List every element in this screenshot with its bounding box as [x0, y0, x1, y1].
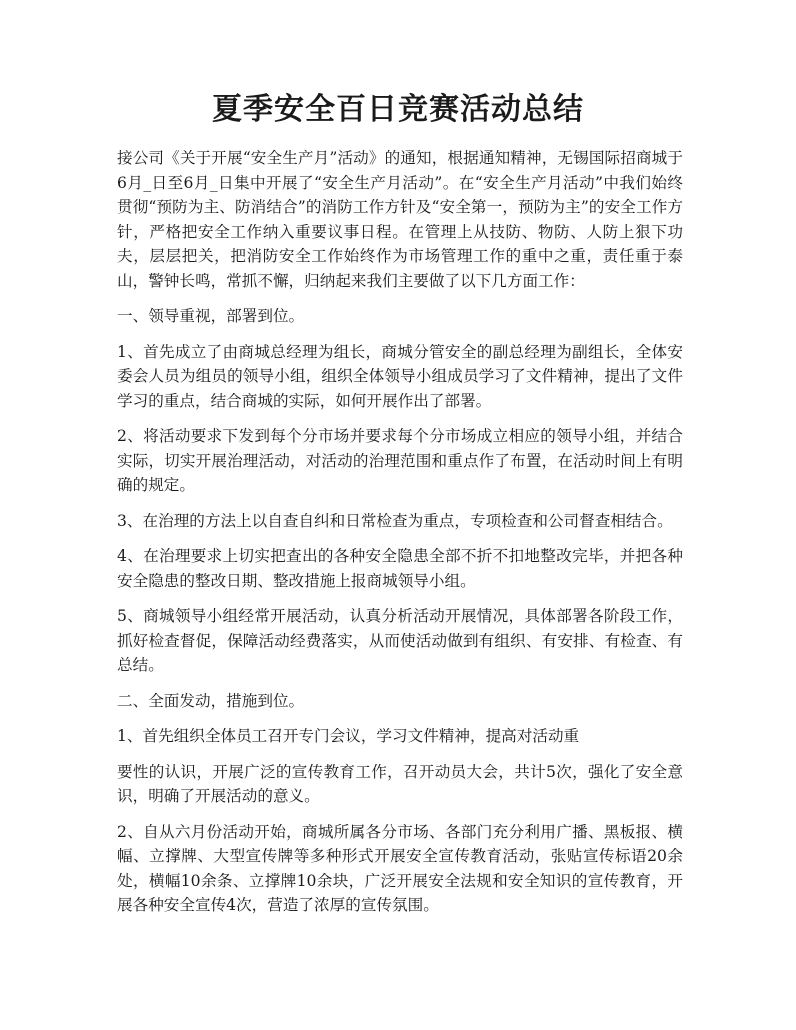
section-1-item-1: 1、首先成立了由商城总经理为组长，商城分管安全的副总经理为副组长，全体安委会人员为组员的领导小组，组织全体领导小组成员学习了文件精神，提出了文件学习的重点，结合商城的实际，如何开展作出了部署。: [117, 342, 683, 410]
intro-paragraph: 接公司《关于开展“安全生产月”活动》的通知，根据通知精神，无锡国际招商城于6月_日至6月_日集中开展了“安全生产月活动”。在“安全生产月活动”中我们始终贯彻“预防为主、防消结合”的消防工作方针及“安全第一，预防为主”的安全工作方针，严格把安全工作纳入重要议事日程。在管理上从技防、物防、人防上狠下功夫，层层把关，把消防安全工作始终作为市场管理工作的重中之重，责任重于泰山，警钟长鸣，常抓不懈，归纳起来我们主要做了以下几方面工作：: [117, 149, 683, 290]
section-heading-2: 二、全面发动，措施到位。: [117, 691, 305, 710]
section-1-item-4: 4、在治理要求上切实把查出的各种安全隐患全部不折不扣地整改完毕，并把各种安全隐患的整改日期、整改措施上报商城领导小组。: [117, 547, 683, 590]
section-2-item-2: 2、自从六月份活动开始，商城所属各分市场、各部门充分利用广播、黑板报、横幅、立撑牌、大型宣传牌等多种形式开展安全宣传教育活动，张贴宣传标语20余处，横幅10余条、立撑牌10余块，广泛开展安全法规和安全知识的宣传教育，开展各种安全宣传4次，营造了浓厚的宣传氛围。: [117, 822, 683, 914]
section-1-item-3: 3、在治理的方法上以自查自纠和日常检查为重点，专项检查和公司督查相结合。: [117, 511, 673, 530]
section-heading-1: 一、领导重视，部署到位。: [117, 307, 305, 325]
section-1-item-5: 5、商城领导小组经常开展活动，认真分析活动开展情况，具体部署各阶段工作，抓好检查督促，保障活动经费落实，从而使活动做到有组织、有安排、有检查、有总结。: [117, 607, 683, 674]
section-1-item-2: 2、将活动要求下发到每个分市场并要求每个分市场成立相应的领导小组，并结合实际，切实开展治理活动，对活动的治理范围和重点作了布置，在活动时间上有明确的规定。: [117, 427, 683, 494]
document-body: [117, 146, 683, 929]
document-title: 夏季安全百日竞赛活动总结: [212, 92, 584, 127]
section-2-item-1: 1、首先组织全体员工召开专门会议，学习文件精神，提高对活动重: [117, 727, 580, 745]
section-2-item-1-continued: 要性的认识，开展广泛的宣传教育工作，召开动员大会，共计5次，强化了安全意识，明确了开展活动的意义。: [117, 762, 683, 805]
